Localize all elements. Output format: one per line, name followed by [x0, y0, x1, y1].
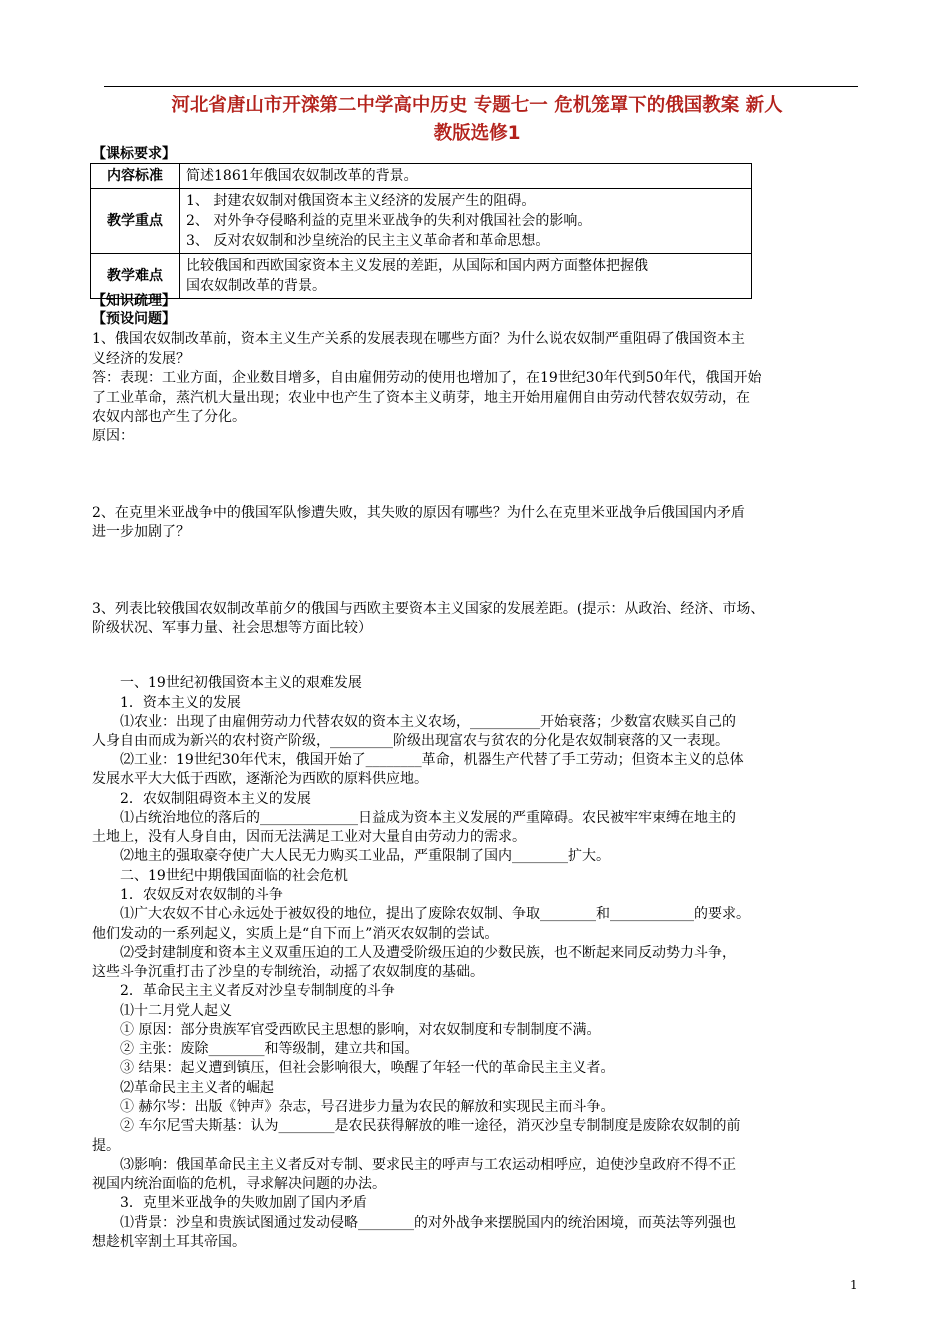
row-content — [180, 254, 752, 299]
table-row — [91, 189, 752, 254]
row-line: 比较俄国和西欧国家资本主义发展的差距，从国际和国内两方面整体把握俄 — [186, 258, 648, 274]
page-title — [92, 92, 862, 148]
question-3-line: 阶级状况、军事力量、社会思想等方面比较） — [92, 620, 372, 636]
outline-line: ② 车尔尼雪夫斯基：认为________是农民获得解放的唯一途径，消灭沙皇专制制度是废除农奴制的前 — [120, 1118, 741, 1134]
outline-line: ① 赫尔岑：出版《钟声》杂志，号召进步力量为农民的解放和实现民主而斗争。 — [120, 1099, 615, 1115]
outline-line: ⑵受封建制度和资本主义双重压迫的工人及遭受阶级压迫的少数民族，也不断起来同反动势力斗争， — [120, 945, 736, 961]
page-number: 1 — [850, 1278, 858, 1292]
question-1-line: 义经济的发展？ — [92, 351, 190, 367]
outline-line: 视国内统治面临的危机，寻求解决问题的办法。 — [92, 1176, 386, 1192]
answer-1-line: 了工业革命，蒸汽机大量出现；农业中也产生了资本主义萌芽，地主开始用雇佣自由劳动代替农奴劳动，在 — [92, 390, 750, 406]
outline-line: ⑵工业：19世纪30年代末，俄国开始了________革命，机器生产代替了手工劳动；但资本主义的总体 — [120, 752, 744, 768]
outline-line: ⑶影响：俄国革命民主主义者反对专制、要求民主的呼声与工农运动相呼应，迫使沙皇政府不得不正 — [120, 1157, 736, 1173]
header-rule — [104, 86, 858, 87]
row-content — [180, 189, 752, 254]
outline-line: 人身自由而成为新兴的农村资产阶级，_________阶级出现富农与贫农的分化是农奴制衰落的又一表现。 — [92, 733, 729, 749]
outline-line: ⑵革命民主主义者的崛起 — [120, 1080, 274, 1096]
question-3-line: 3、列表比较俄国农奴制改革前夕的俄国与西欧主要资本主义国家的发展差距。(提示：从政治、经济、市场、 — [92, 601, 765, 617]
outline-line: ② 主张：废除________和等级制，建立共和国。 — [120, 1041, 419, 1057]
row-content — [180, 164, 752, 189]
table-row — [91, 254, 752, 299]
row-header: 教学重点 — [91, 189, 180, 254]
outline-line: ⑴广大农奴不甘心永远处于被奴役的地位，提出了废除农奴制、争取________和____________的要求。 — [120, 906, 750, 922]
outline-line: ⑵地主的强取豪夺使广大人民无力购买工业品，严重限制了国内________扩大。 — [120, 848, 610, 864]
row-line: 3、 反对农奴制和沙皇统治的民主主义革命者和革命思想。 — [186, 233, 550, 249]
row-line: 2、 对外争夺侵略利益的克里米亚战争的失利对俄国社会的影响。 — [186, 213, 592, 229]
outline-line: 土地上，没有人身自由，因而无法满足工业对大量自由劳动力的需求。 — [92, 829, 526, 845]
row-header: 教学难点 — [91, 254, 180, 299]
outline-line: ③ 结果：起义遭到镇压，但社会影响很大，唤醒了年轻一代的革命民主主义者。 — [120, 1060, 615, 1076]
section-questions: 【预设问题】 — [92, 311, 176, 327]
outline-subheading: 1．农奴反对农奴制的斗争 — [120, 887, 283, 903]
question-1-line: 1、俄国农奴制改革前，资本主义生产关系的发展表现在哪些方面？为什么说农奴制严重阻碍了俄国资本主 — [92, 331, 745, 347]
outline-line: ⑴农业：出现了由雇佣劳动力代替农奴的资本主义农场，__________开始衰落；少数富农赎买自己的 — [120, 714, 736, 730]
outline-subheading: 3．克里米亚战争的失败加剧了国内矛盾 — [120, 1195, 367, 1211]
outline-heading: 二、19世纪中期俄国面临的社会危机 — [120, 868, 348, 884]
title-line-2: 教版选修1 — [433, 123, 521, 144]
requirements-table — [90, 163, 752, 299]
outline-heading: 一、19世纪初俄国资本主义的艰难发展 — [120, 675, 362, 691]
row-line: 国农奴制改革的背景。 — [186, 278, 326, 294]
outline-line: 提。 — [92, 1138, 120, 1154]
question-2-line: 进一步加剧了？ — [92, 524, 190, 540]
outline-line: 这些斗争沉重打击了沙皇的专制统治，动摇了农奴制度的基础。 — [92, 964, 484, 980]
outline-line: ⑴十二月党人起义 — [120, 1003, 232, 1019]
answer-1-reason: 原因： — [92, 428, 134, 444]
outline-line: 想趁机宰割土耳其帝国。 — [92, 1234, 246, 1250]
outline-line: ① 原因：部分贵族军官受西欧民主思想的影响，对农奴制度和专制制度不满。 — [120, 1022, 601, 1038]
outline-line: 他们发动的一系列起义，实质上是“自下而上”消灭农奴制的尝试。 — [92, 926, 499, 942]
outline-line: 发展水平大大低于西欧，逐渐沦为西欧的原料供应地。 — [92, 771, 428, 787]
row-line: 简述1861年俄国农奴制改革的背景。 — [186, 168, 418, 184]
section-knowledge: 【知识疏理】 — [92, 293, 176, 309]
title-line-1: 河北省唐山市开滦第二中学高中历史 专题七一 危机笼罩下的俄国教案 新人 — [171, 95, 783, 116]
question-2-line: 2、在克里米亚战争中的俄国军队惨遭失败，其失败的原因有哪些？为什么在克里米亚战争后俄国国内矛盾 — [92, 505, 745, 521]
outline-subheading: 2．革命民主主义者反对沙皇专制制度的斗争 — [120, 983, 395, 999]
table-row — [91, 164, 752, 189]
outline-line: ⑴占统治地位的落后的______________日益成为资本主义发展的严重障碍。农民被牢牢束缚在地主的 — [120, 810, 736, 826]
outline-subheading: 2．农奴制阻碍资本主义的发展 — [120, 791, 311, 807]
section-curriculum: 【课标要求】 — [92, 146, 176, 162]
outline-line: ⑴背景：沙皇和贵族试图通过发动侵略________的对外战争来摆脱国内的统治困境，而英法等列强也 — [120, 1215, 736, 1231]
answer-1-line: 答：表现：工业方面，企业数目增多，自由雇佣劳动的使用也增加了，在19世纪30年代到50年代，俄国开始 — [92, 370, 762, 386]
row-header: 内容标准 — [91, 164, 180, 189]
answer-1-line: 农奴内部也产生了分化。 — [92, 409, 246, 425]
outline-subheading: 1．资本主义的发展 — [120, 695, 241, 711]
row-line: 1、 封建农奴制对俄国资本主义经济的发展产生的阻碍。 — [186, 193, 536, 209]
